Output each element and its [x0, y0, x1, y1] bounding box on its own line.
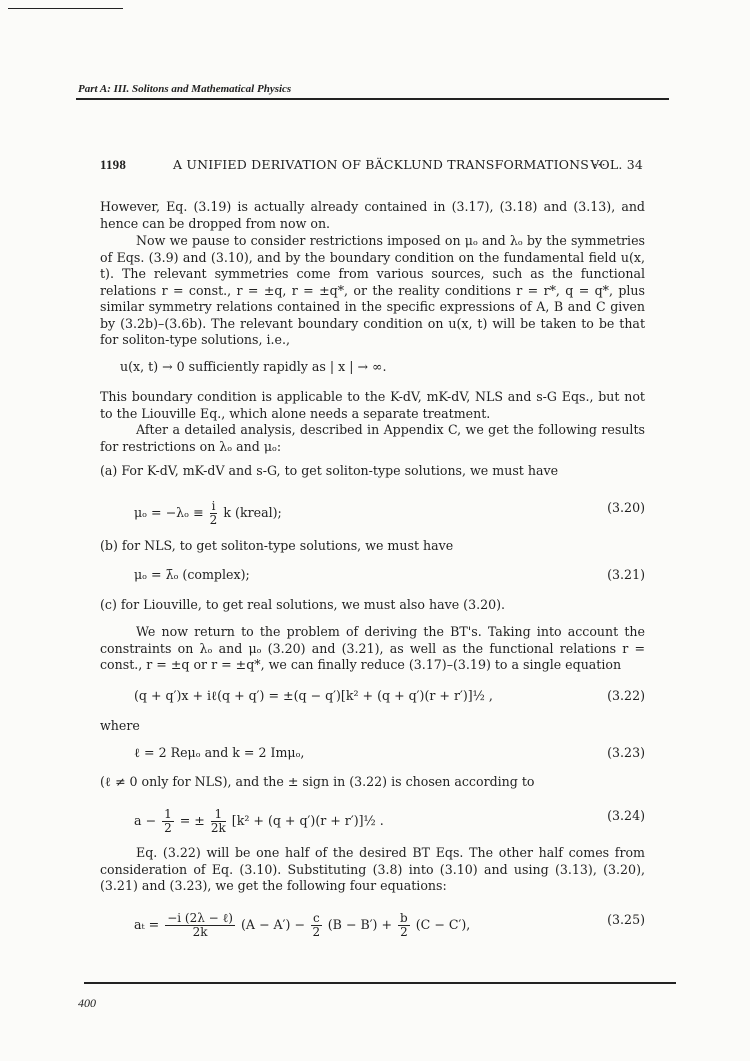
footer-rule — [84, 982, 676, 984]
footer-page-number: 400 — [78, 996, 96, 1010]
paragraph-1: However, Eq. (3.19) is actually already contained in (3.17), (3.18) and (3.13), and hence can be dropped from now on. — [100, 199, 645, 231]
equation-3-23 — [100, 745, 645, 765]
paragraph-2: Now we pause to consider restrictions imposed on μₒ and λₒ by the symmetries of Eqs. (3.9) and (3.10), and by the boundary condition on the fundamental field u(x, t). The relevant symmetries come from various sources, such as the functional relations r = const., r = ±q, r = ±q*, or the reality conditions r = r*, q = q*, plus similar symmetry relations contained in the specific expressions of A, B and C given by (3.2b)–(3.6b). The relevant boundary condition on u(x, t) will be taken to be that for soliton-type solutions, i.e., — [100, 233, 645, 347]
equation-3-20 — [100, 499, 645, 527]
where-label: where — [100, 718, 140, 733]
paragraph-6: (ℓ ≠ 0 only for NLS), and the ± sign in (3.22) is chosen according to — [100, 774, 535, 789]
eq-3-21-number: (3.21) — [607, 567, 645, 582]
header-rule — [76, 98, 669, 100]
eq-3-24-fraction-2: $\frac{1}{2k}$ — [210, 807, 226, 835]
eq-3-25-fraction-3: $\frac{b}{2}$ — [400, 911, 408, 939]
journal-page-number: 1198 — [100, 157, 127, 172]
case-a: (a) For K-dV, mK-dV and s-G, to get soliton-type solutions, we must have — [100, 463, 559, 478]
running-title: A UNIFIED DERIVATION OF BÄCKLUND TRANSFORMATIONS ··· — [173, 157, 606, 172]
volume-label: VOL. 34 — [590, 157, 643, 172]
case-b: (b) for NLS, to get soliton-type solutions, we must have — [100, 538, 454, 553]
eq-3-20-number: (3.20) — [607, 500, 645, 515]
eq-3-24-fraction-1: $\frac{1}{2}$ — [164, 807, 172, 835]
paragraph-3: This boundary condition is applicable to the K-dV, mK-dV, NLS and s-G Eqs., but not to the Liouville Eq., which alone needs a separate treatment. — [100, 389, 645, 421]
eq-3-21-lhs: μₒ = λ̄ₒ (complex); — [134, 567, 250, 582]
boundary-condition: u(x, t) → 0 sufficiently rapidly as | x | → ∞. — [120, 359, 387, 374]
eq-3-23-number: (3.23) — [607, 745, 645, 760]
equation-3-25: aₜ = $\frac{\text{−i (2λ − ℓ)}}{2k}$ (A − A′) − $\frac{c}{2}$ (B − B′) + $\frac{b}{2}$ (C − C′), (3.25) — [134, 911, 645, 939]
paragraph-5: We now return to the problem of deriving the BT's. Taking into account the constraints on λₒ and μₒ (3.20) and (3.21), as well as the functional relations r = const., r = ±q or r = ±q*, we can finally reduce (3.17)–(3.19) to a single equation — [100, 624, 645, 672]
eq-3-20-rhs: k (kreal); — [223, 505, 282, 520]
equation-3-24: a − $\frac{1}{2}$ = ± $\frac{1}{2k}$ [k² + (q + q′)(r + r′)]½ . (3.24) — [134, 807, 645, 835]
part-label: Part A: III. Solitons and Mathematical Physics — [78, 83, 292, 95]
eq-3-25-number: (3.25) — [607, 912, 645, 927]
eq-3-22-number: (3.22) — [607, 688, 645, 703]
eq-3-24-number: (3.24) — [607, 808, 645, 823]
paragraph-7: Eq. (3.22) will be one half of the desired BT Eqs. The other half comes from consideration of Eq. (3.10). Substituting (3.8) into (3.10) and using (3.13), (3.20), (3.21) and (3.23), we get the following four equations: — [100, 845, 645, 893]
eq-3-20-fraction: $\frac{i}{2}$ — [209, 499, 218, 527]
case-c: (c) for Liouville, to get real solutions, we must also have (3.20). — [100, 597, 506, 612]
equation-3-22 — [100, 688, 645, 708]
equation-3-21 — [100, 567, 645, 587]
eq-3-20-lhs: μₒ = −λₒ ≡ — [134, 505, 204, 520]
top-left-rule — [8, 8, 123, 9]
eq-3-23-lhs: ℓ = 2 Reμₒ and k = 2 Imμₒ, — [134, 745, 305, 760]
eq-3-25-fraction-1: $\frac{\text{−i (2λ − ℓ)}}{2k}$ — [167, 911, 233, 939]
eq-3-22-lhs: (q + q′)x + iℓ(q + q′) = ±(q − q′)[k² + (q + q′)(r + r′)]½ , — [134, 688, 493, 703]
eq-3-25-fraction-2: $\frac{c}{2}$ — [312, 911, 321, 939]
paragraph-4: After a detailed analysis, described in Appendix C, we get the following results for restrictions on λₒ and μₒ: — [100, 422, 645, 454]
